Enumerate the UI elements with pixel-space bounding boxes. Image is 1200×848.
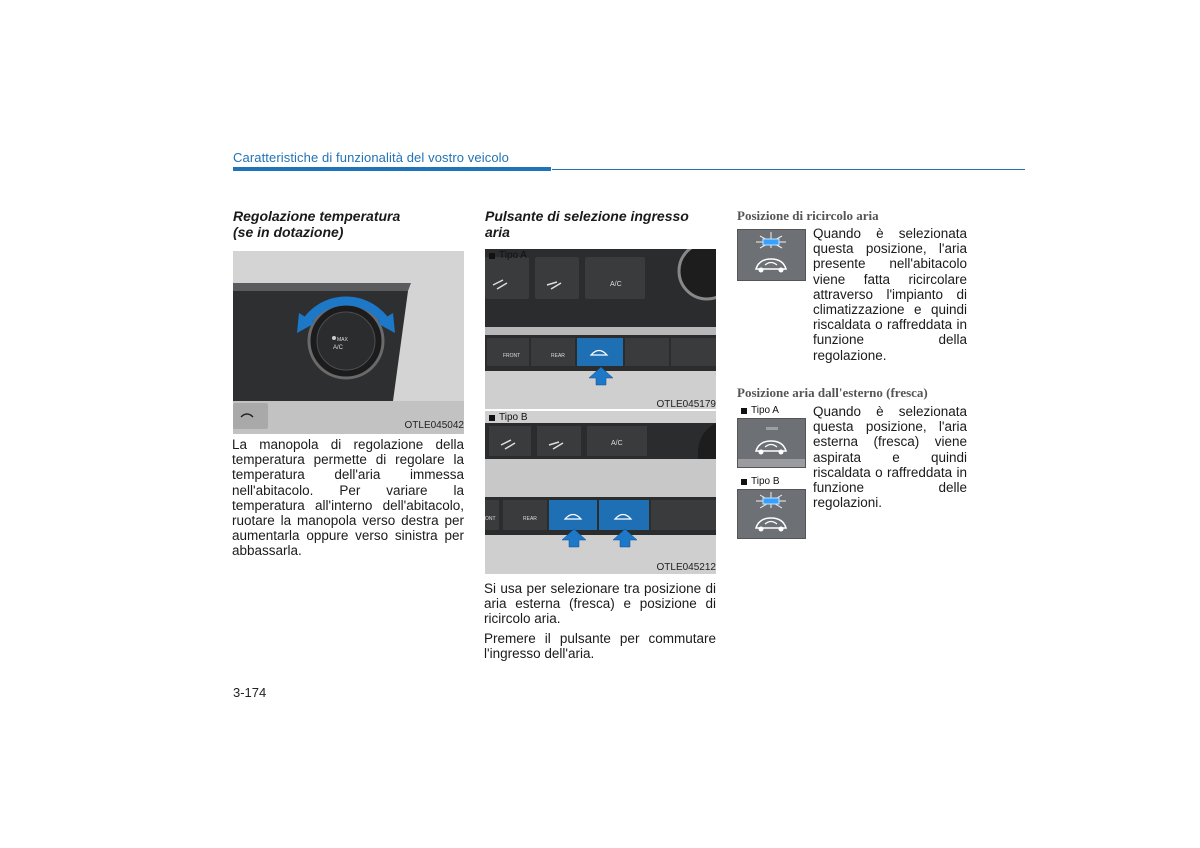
image-code-tipo-b: OTLE045212 — [656, 562, 716, 573]
tag-tipo-a-col2 — [489, 250, 527, 261]
image-code-tipo-a: OTLE045179 — [656, 399, 716, 410]
fresh-air-button-image-tipo-a — [737, 418, 806, 468]
header-rule-thin — [552, 169, 1025, 170]
page-number: 3-174 — [233, 685, 267, 700]
tag-tipo-b-col3-text: Tipo B — [751, 476, 780, 487]
text-fresh-air: Quando è selezionata questa posizione, l'aria esterna (fresca) viene aspirata e quindi riscaldata o raffreddata in funzione delle regolazioni. — [813, 404, 967, 511]
heading-air-intake — [485, 208, 717, 240]
heading-temperature — [233, 208, 463, 240]
tag-tipo-b-col2-text: Tipo B — [499, 412, 528, 423]
btn-ac-label-a: A/C — [610, 281, 622, 288]
heading-fresh-air: Posizione aria dall'esterno (fresca) — [737, 385, 928, 400]
photo-air-intake-tipo-b — [485, 411, 716, 574]
heading-temperature-line1: Regolazione temperatura — [233, 208, 401, 224]
section-header-title: Caratteristiche di funzionalità del vostro veicolo — [233, 150, 509, 165]
heading-temperature-line2: (se in dotazione) — [233, 224, 344, 240]
body-air-intake-p2: Premere il pulsante per commutare l'ingresso dell'aria. — [484, 630, 716, 661]
heading-air-intake-line1: Pulsante di selezione ingresso — [485, 208, 689, 224]
fresh-air-button-image-tipo-b — [737, 489, 806, 539]
text-recirculation: Quando è selezionata questa posizione, l'aria presente nell'abitacolo viene fatta ricircolare attraverso l'impianto di climatizzazione e quindi riscaldata o raffreddata in funzione della regolazione. — [813, 226, 967, 363]
tag-tipo-b-col2 — [489, 412, 528, 423]
body-air-intake-p1: Si usa per selezionare tra posizione di aria esterna (fresca) e posizione di ricircolo aria. — [484, 581, 716, 627]
knob-label-ac: A/C — [333, 345, 344, 351]
recirculation-button-image — [737, 229, 806, 281]
tag-tipo-a-col2-text: Tipo A — [499, 250, 527, 261]
header-rule-thick — [233, 167, 551, 171]
tag-tipo-a-col3-text: Tipo A — [751, 405, 779, 416]
image-code-temperature: OTLE045042 — [404, 420, 464, 431]
tag-tipo-a-col3 — [741, 405, 779, 416]
btn-front-label-a: FRONT — [503, 353, 521, 359]
heading-recirculation: Posizione di ricircolo aria — [737, 208, 879, 223]
photo-temperature-knob — [233, 251, 464, 434]
body-temperature: La manopola di regolazione della temperatura permette di regolare la temperatura dell'aria immessa nell'abitacolo. Per variare la temperatura all'interno dell'abitacolo, ruotare la manopola verso destra per aumentarla oppure verso sinistra per abbassarla. — [232, 437, 464, 559]
knob-label-max: MAX — [337, 337, 348, 343]
body-air-intake — [484, 581, 716, 665]
btn-front-partial-label-b: ONT — [485, 516, 496, 522]
tag-tipo-b-col3 — [741, 476, 780, 487]
btn-ac-label-b: A/C — [611, 440, 623, 447]
heading-air-intake-line2: aria — [485, 224, 510, 240]
photo-air-intake-tipo-a — [485, 249, 716, 409]
btn-rear-label-a: REAR — [551, 353, 565, 359]
btn-rear-label-b: REAR — [523, 516, 537, 522]
